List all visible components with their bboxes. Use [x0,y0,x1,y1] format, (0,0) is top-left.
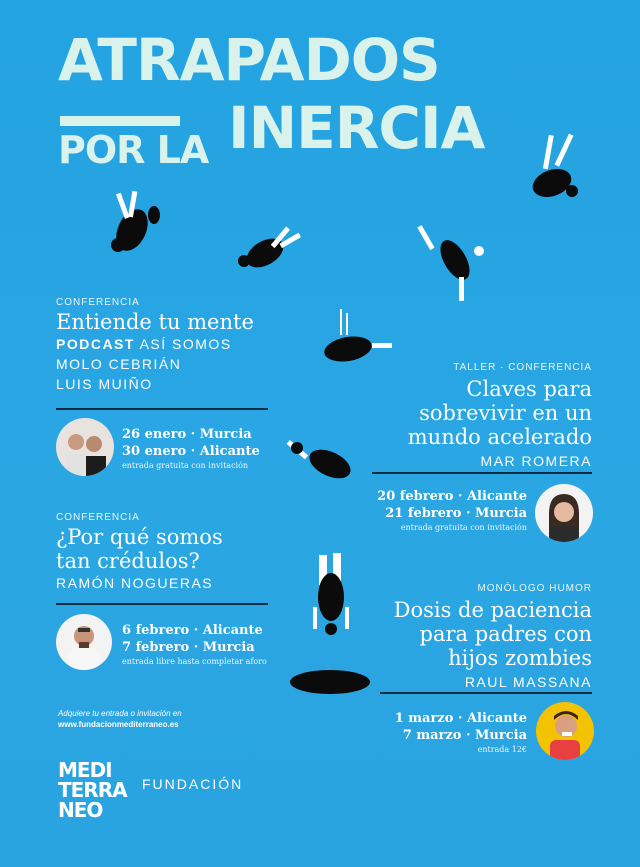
avatar [536,702,594,760]
divider [372,472,592,474]
event-3-info [362,488,527,534]
logo-line: TERRA [58,778,127,802]
event-title: Entiende tu mente [56,310,254,334]
event-note: entrada libre hasta completar aforo [122,657,267,666]
event-label: TALLER · CONFERENCIA [453,362,592,373]
event-4 [362,583,592,692]
event-1-info [122,426,272,472]
speaker-name: MOLO CEBRIÁN [56,356,182,372]
logo-line: NEO [58,798,103,822]
event-2-info [122,622,272,668]
avatar [56,418,114,476]
event-label: CONFERENCIA [56,512,140,523]
speaker-name: RAUL MASSANA [464,674,592,690]
divider [56,603,268,605]
event-note: entrada gratuita con invitación [122,461,249,470]
speaker-name: RAMÓN NOGUERAS [56,575,214,591]
falling-figure-icon [520,125,590,210]
divider [380,692,592,694]
event-note: entrada gratuita con invitación [400,523,527,532]
event-date: 26 enero · Murcia [122,427,252,442]
event-title-line: mundo acelerado [407,425,592,449]
falling-figure-icon [305,545,360,640]
event-2 [56,512,268,593]
title-bar [60,116,180,126]
falling-figure-icon [230,215,310,280]
logo-line: MEDI [58,758,112,782]
event-title-line: para padres con [419,622,592,646]
event-date: 7 marzo · Murcia [402,728,527,743]
title-line-2b: INERCIA [228,94,485,162]
event-title-line: Dosis de paciencia [393,598,592,622]
podcast-name: ASÍ SOMOS [139,336,232,352]
event-4-info [380,710,527,756]
footer-note: Adquiere tu entrada o invitación en [58,709,182,718]
title-line-2a: POR LA [58,128,209,172]
event-note: entrada 12€ [477,745,527,754]
event-title-line: hijos zombies [448,646,592,670]
speaker-name: MAR ROMERA [480,453,592,469]
speaker-name: LUIS MUIÑO [56,376,153,392]
falling-figure-icon [285,430,360,490]
mediterraneo-logo [58,760,127,820]
podcast-label: PODCAST [56,336,135,352]
event-date: 7 febrero · Murcia [122,640,255,655]
event-date: 21 febrero · Murcia [385,506,527,521]
divider [56,408,268,410]
fundacion-label: FUNDACIÓN [142,776,244,792]
falling-figure-icon [100,185,170,260]
event-title-line: sobrevivir en un [419,401,592,425]
event-1 [56,297,268,394]
event-date: 20 febrero · Alicante [377,489,527,504]
event-title-line: tan crédulos? [56,549,200,573]
event-date: 1 marzo · Alicante [394,711,527,726]
event-3 [362,362,592,471]
website-link[interactable]: www.fundacionmediterraneo.es [58,720,179,729]
hole [290,670,370,694]
event-label: CONFERENCIA [56,297,140,308]
event-title-line: Claves para [466,377,592,401]
event-date: 6 febrero · Alicante [122,623,263,638]
event-label: MONÓLOGO HUMOR [477,583,592,594]
falling-figure-icon [415,215,490,305]
avatar [535,484,593,542]
title-line-1: ATRAPADOS [58,26,440,94]
event-subtitle [56,334,268,354]
avatar [56,614,112,670]
event-title-line: ¿Por qué somos [56,525,223,549]
event-date: 30 enero · Alicante [122,444,260,459]
